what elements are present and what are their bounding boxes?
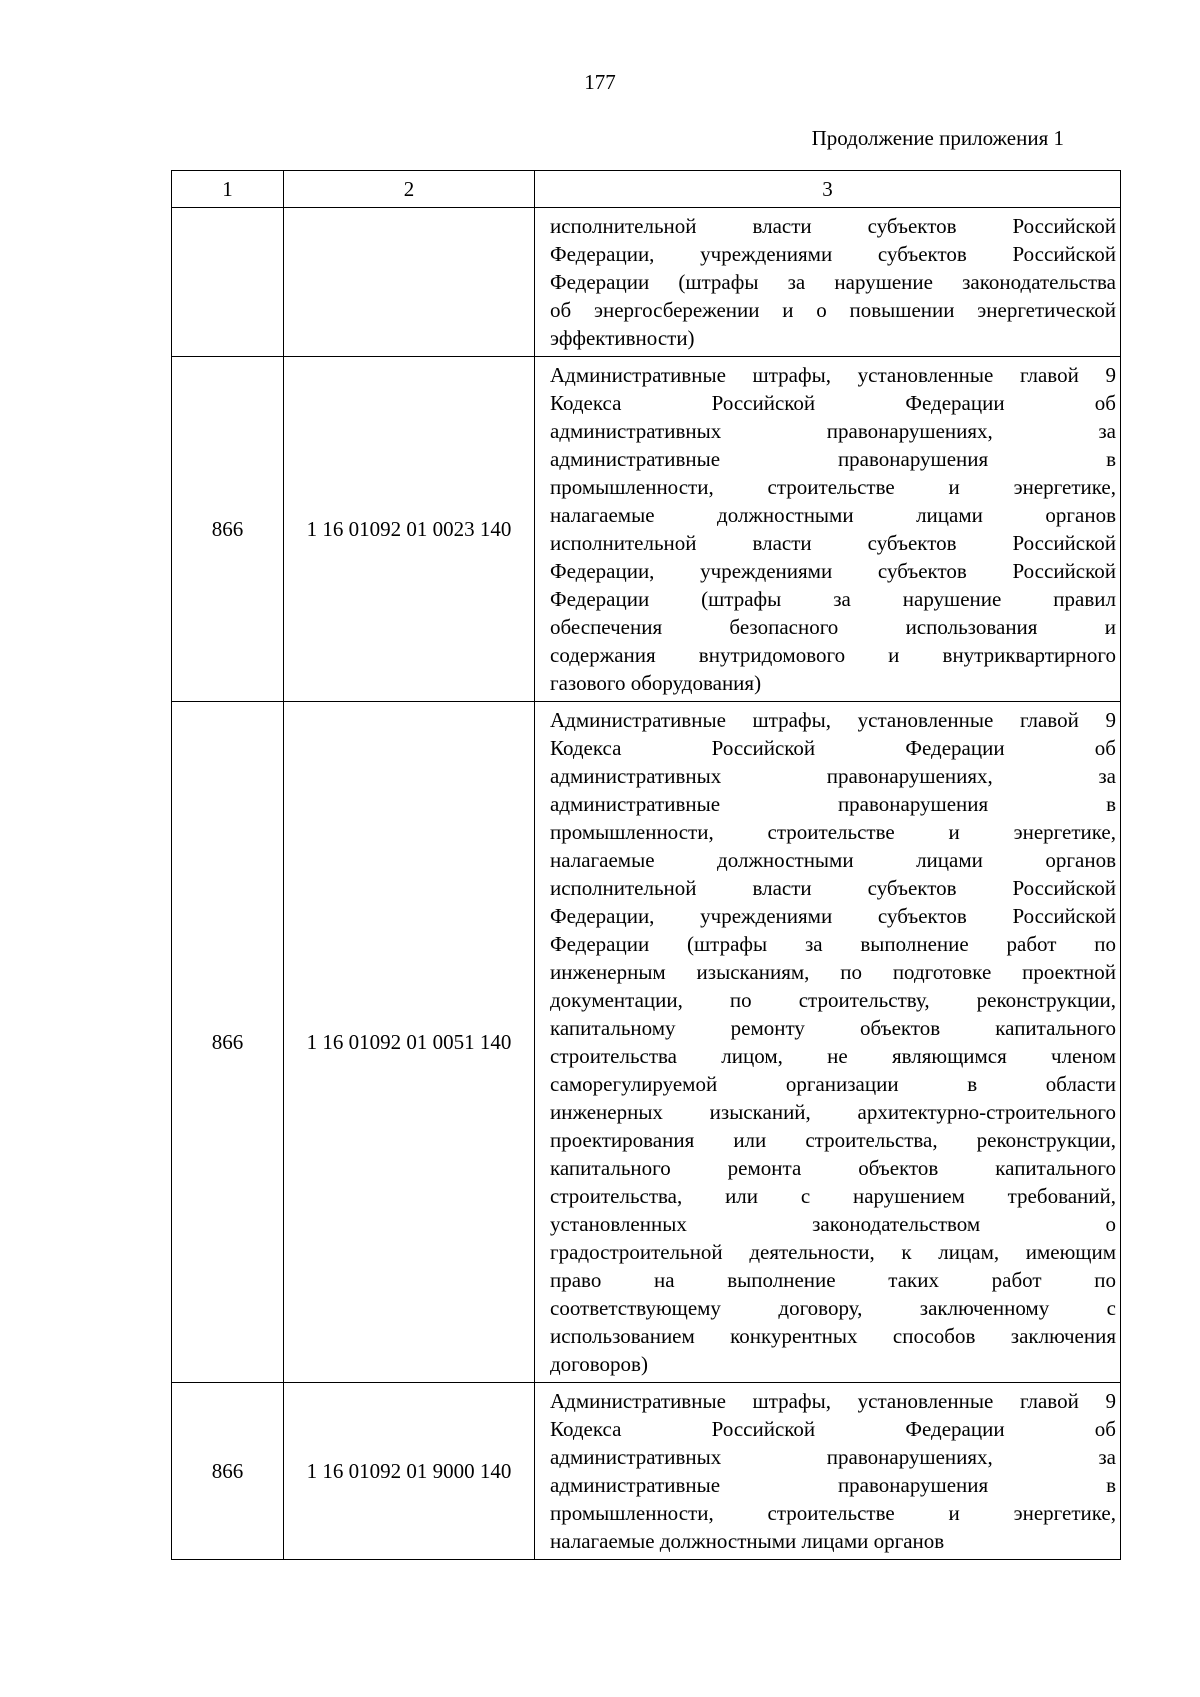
description-line: Административные штрафы, установленные главой 9	[550, 363, 1116, 387]
description-cell	[535, 702, 1121, 1383]
kbk-code-cell: 1 16 01092 01 9000 140	[284, 1383, 535, 1560]
continuation-label: Продолжение приложения 1	[811, 126, 1064, 150]
description-line: саморегулируемой организации в области	[550, 1072, 1116, 1096]
description-line: Федерации (штрафы за выполнение работ по	[550, 932, 1116, 956]
description-line: содержания внутридомового и внутриквартирного	[550, 643, 1116, 667]
table-row	[172, 702, 1121, 1383]
description-line: об энергосбережении и о повышении энергетической	[550, 298, 1116, 322]
description-line: исполнительной власти субъектов Российской	[550, 531, 1116, 555]
kbk-code-cell: 1 16 01092 01 0051 140	[284, 702, 535, 1383]
kbk-code-cell	[284, 208, 535, 357]
description-line: Федерации (штрафы за нарушение правил	[550, 587, 1116, 611]
description-line: эффективности)	[550, 326, 695, 350]
description-line: право на выполнение таких работ по	[550, 1268, 1116, 1292]
description-line: газового оборудования)	[550, 671, 762, 695]
description-cell	[535, 1383, 1121, 1560]
description-cell	[535, 357, 1121, 702]
table-header-row	[172, 171, 1121, 208]
description-line: Федерации, учреждениями субъектов Российской	[550, 242, 1116, 266]
description-line: исполнительной власти субъектов Российской	[550, 876, 1116, 900]
description-line: Федерации, учреждениями субъектов Российской	[550, 904, 1116, 928]
description-line: промышленности, строительстве и энергетике,	[550, 475, 1116, 499]
description-line: Административные штрафы, установленные главой 9	[550, 1389, 1116, 1413]
description-line: договоров)	[550, 1352, 648, 1376]
admin-code-cell	[172, 208, 284, 357]
admin-code-cell: 866	[172, 357, 284, 702]
admin-code-cell: 866	[172, 702, 284, 1383]
admin-code-cell: 866	[172, 1383, 284, 1560]
description-line: административных правонарушениях, за	[550, 419, 1116, 443]
description-line: документации, по строительству, реконструкции,	[550, 988, 1116, 1012]
header-col-2: 2	[284, 171, 535, 208]
description-line: Административные штрафы, установленные главой 9	[550, 708, 1116, 732]
description-cell	[535, 208, 1121, 357]
description-line: Федерации (штрафы за нарушение законодательства	[550, 270, 1116, 294]
description-line: установленных законодательством о	[550, 1212, 1116, 1236]
description-line: административные правонарушения в	[550, 792, 1116, 816]
description-line: Федерации, учреждениями субъектов Российской	[550, 559, 1116, 583]
table-row	[172, 357, 1121, 702]
description-line: административных правонарушениях, за	[550, 1445, 1116, 1469]
description-line: инженерным изысканиям, по подготовке проектной	[550, 960, 1116, 984]
description-line: налагаемые должностными лицами органов	[550, 503, 1116, 527]
description-line: налагаемые должностными лицами органов	[550, 1529, 945, 1553]
description-line: налагаемые должностными лицами органов	[550, 848, 1116, 872]
description-line: использованием конкурентных способов заключения	[550, 1324, 1116, 1348]
description-line: промышленности, строительстве и энергетике,	[550, 1501, 1116, 1525]
page-number: 177	[584, 70, 616, 94]
description-line: капитального ремонта объектов капитального	[550, 1156, 1116, 1180]
table-row	[172, 1383, 1121, 1560]
description-line: административные правонарушения в	[550, 1473, 1116, 1497]
description-line: административные правонарушения в	[550, 447, 1116, 471]
table-row	[172, 208, 1121, 357]
description-line: промышленности, строительстве и энергетике,	[550, 820, 1116, 844]
description-line: проектирования или строительства, реконструкции,	[550, 1128, 1116, 1152]
description-line: строительства, или с нарушением требований,	[550, 1184, 1116, 1208]
description-line: инженерных изысканий, архитектурно-строительного	[550, 1100, 1116, 1124]
annex-table	[171, 170, 1121, 1560]
description-line: градостроительной деятельности, к лицам, имеющим	[550, 1240, 1116, 1264]
header-col-1: 1	[172, 171, 284, 208]
description-line: обеспечения безопасного использования и	[550, 615, 1116, 639]
description-line: соответствующему договору, заключенному с	[550, 1296, 1116, 1320]
description-line: административных правонарушениях, за	[550, 764, 1116, 788]
description-line: Кодекса Российской Федерации об	[550, 391, 1116, 415]
description-line: строительства лицом, не являющимся членом	[550, 1044, 1116, 1068]
header-col-3: 3	[535, 171, 1121, 208]
description-line: Кодекса Российской Федерации об	[550, 736, 1116, 760]
kbk-code-cell: 1 16 01092 01 0023 140	[284, 357, 535, 702]
description-line: Кодекса Российской Федерации об	[550, 1417, 1116, 1441]
description-line: исполнительной власти субъектов Российской	[550, 214, 1116, 238]
description-line: капитальному ремонту объектов капитального	[550, 1016, 1116, 1040]
